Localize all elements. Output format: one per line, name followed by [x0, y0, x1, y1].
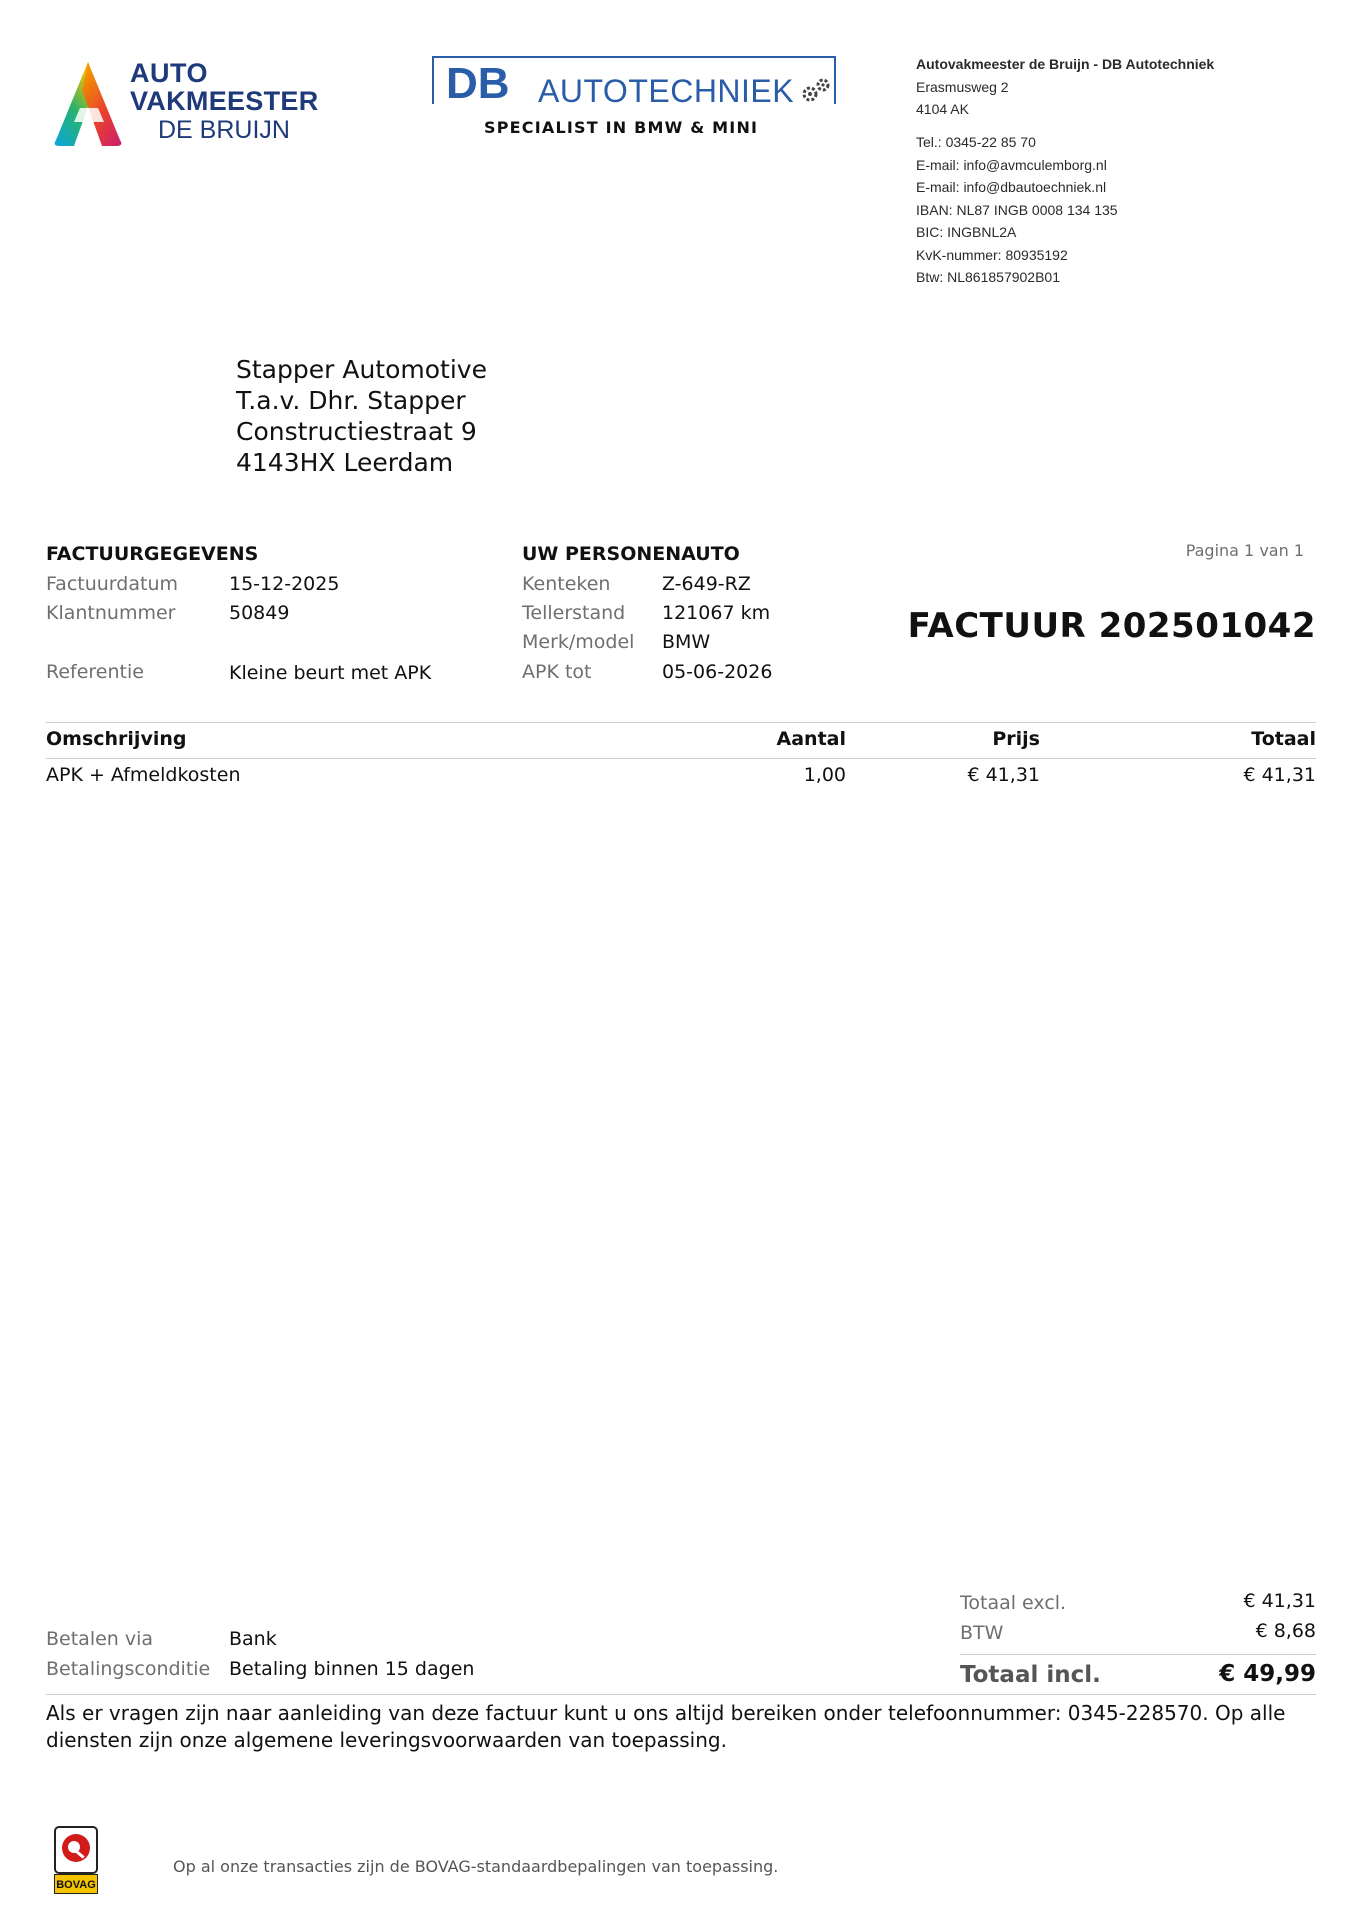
company-street: Erasmusweg 2: [916, 79, 1009, 95]
column-header-total: Totaal: [1251, 728, 1316, 750]
payment-terms-value: Betaling binnen 15 dagen: [229, 1658, 475, 1680]
footer-note: Als er vragen zijn naar aanleiding van deze factuur kunt u ons altijd bereiken onder telefoonnummer: 0345-228570. Op alle diensten zijn onze algemene leveringsvoorwaarden van toepassing.: [46, 1701, 1286, 1752]
invoice-details-heading: FACTUURGEGEVENS: [46, 543, 259, 565]
company-bic: BIC: INGBNL2A: [916, 224, 1017, 240]
company-kvk: KvK-nummer: 80935192: [916, 247, 1068, 263]
apk-label: APK tot: [522, 661, 592, 683]
db-logo-word: AUTOTECHNIEK: [538, 73, 795, 109]
recipient-street: Constructiestraat 9: [236, 417, 477, 446]
company-email-1: E-mail: info@avmculemborg.nl: [916, 157, 1107, 173]
total-incl-value: € 49,99: [1219, 1661, 1316, 1687]
gears-icon: [800, 76, 832, 106]
avm-logo-line1: AUTO: [130, 58, 209, 88]
apk-value: 05-06-2026: [662, 661, 773, 683]
payment-method-label: Betalen via: [46, 1628, 154, 1650]
total-incl-label: Totaal incl.: [960, 1662, 1101, 1688]
db-logo-tagline: SPECIALIST IN BMW & MINI: [484, 118, 759, 137]
bovag-logo: [54, 1826, 98, 1896]
odometer-label: Tellerstand: [522, 602, 626, 624]
table-top-rule: [46, 722, 1316, 723]
vehicle-details: [522, 543, 882, 693]
row-total: € 41,31: [1243, 764, 1316, 786]
payment-method-value: Bank: [229, 1628, 277, 1650]
model-label: Merk/model: [522, 631, 635, 653]
company-postcode: 4104 AK: [916, 101, 969, 117]
model-value: BMW: [662, 631, 711, 653]
totals-block: [960, 1592, 1316, 1692]
column-header-price: Prijs: [992, 728, 1040, 750]
invoice-title: FACTUUR 202501042: [907, 606, 1316, 646]
total-excl-value: € 41,31: [1243, 1590, 1316, 1612]
company-email-2: E-mail: info@dbautoechniek.nl: [916, 179, 1107, 195]
total-excl-label: Totaal excl.: [960, 1592, 1067, 1614]
column-header-qty: Aantal: [776, 728, 846, 750]
vat-value: € 8,68: [1255, 1620, 1316, 1642]
plate-value: Z-649-RZ: [662, 573, 751, 595]
db-logo-mark: DB: [446, 59, 510, 108]
company-name: Autovakmeester de Bruijn - DB Autotechniek: [916, 56, 1215, 72]
bovag-badge: BOVAG: [54, 1874, 98, 1894]
odometer-value: 121067 km: [662, 602, 771, 624]
recipient-city: 4143HX Leerdam: [236, 448, 454, 477]
recipient-name: Stapper Automotive: [236, 355, 487, 384]
bovag-shield-icon: [54, 1826, 98, 1874]
company-phone: Tel.: 0345-22 85 70: [916, 134, 1036, 150]
avm-logo: [48, 58, 338, 148]
column-header-description: Omschrijving: [46, 728, 187, 750]
recipient-address: [236, 354, 487, 478]
db-logo: [432, 56, 837, 140]
bovag-statement: Op al onze transacties zijn de BOVAG-standaardbepalingen van toepassing.: [173, 1857, 779, 1876]
customer-number-label: Klantnummer: [46, 602, 176, 624]
vehicle-heading: UW PERSONENAUTO: [522, 543, 740, 565]
reference-value: Kleine beurt met APK: [229, 662, 432, 684]
row-description: APK + Afmeldkosten: [46, 764, 241, 786]
avm-logo-line2: VAKMEESTER: [130, 86, 319, 116]
table-header-rule: [46, 758, 1316, 759]
company-btw: Btw: NL861857902B01: [916, 269, 1060, 285]
recipient-attention: T.a.v. Dhr. Stapper: [236, 386, 466, 415]
vat-label: BTW: [960, 1622, 1004, 1644]
invoice-date-label: Factuurdatum: [46, 573, 178, 595]
plate-label: Kenteken: [522, 573, 611, 595]
row-qty: 1,00: [803, 764, 846, 786]
payment-info: [46, 1628, 566, 1688]
line-items-table: [46, 728, 1316, 788]
footer-rule: [46, 1694, 1316, 1695]
reference-label: Referentie: [46, 661, 144, 683]
company-iban: IBAN: NL87 INGB 0008 134 135: [916, 202, 1118, 218]
page-indicator: Pagina 1 van 1: [1185, 541, 1304, 560]
row-price: € 41,31: [967, 764, 1040, 786]
customer-number-value: 50849: [229, 602, 290, 624]
table-row: [46, 764, 1316, 790]
totals-rule: [960, 1654, 1316, 1655]
avm-a-mark-icon: [48, 60, 130, 146]
invoice-details: [46, 543, 506, 693]
payment-terms-label: Betalingsconditie: [46, 1658, 211, 1680]
invoice-date-value: 15-12-2025: [229, 573, 340, 595]
avm-logo-line3: DE BRUIJN: [158, 116, 290, 144]
